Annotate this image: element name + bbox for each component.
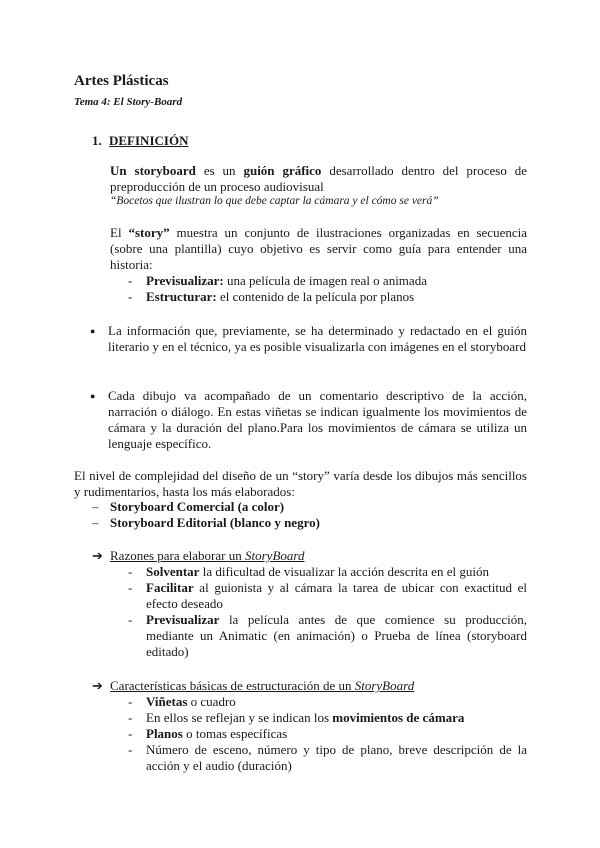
list-item <box>128 289 528 305</box>
story-paragraph <box>110 225 527 273</box>
dash-marker: – <box>92 499 99 514</box>
bullet-item <box>90 388 527 452</box>
item-text: Storyboard Editorial (blanco y negro) <box>110 515 320 530</box>
bullet-marker: ● <box>90 326 96 336</box>
item-bold: Previsualizar <box>146 612 220 627</box>
list-item <box>128 273 528 289</box>
list-item <box>128 742 527 774</box>
intro-mid: es un <box>195 163 244 178</box>
story-list <box>128 273 528 305</box>
dash-marker: - <box>128 726 133 741</box>
list-item <box>128 694 527 710</box>
item-text: la dificultad de visualizar la acción descrita en el guión <box>199 564 489 579</box>
section-number: 1. <box>92 133 102 148</box>
reasons-heading <box>92 548 304 564</box>
item-text: la película antes de que comience su producción, mediante un Animatic (en animación) o Prueba de línea (storyboard editado) <box>146 612 527 659</box>
item-text: o cuadro <box>187 694 236 709</box>
item-bold: Solventar <box>146 564 200 579</box>
dash-marker: - <box>128 612 133 627</box>
dash-marker: – <box>92 515 99 530</box>
arrow-marker: ➔ <box>92 678 103 693</box>
dash-marker: - <box>128 564 133 579</box>
item-text: o tomas específicas <box>182 726 288 741</box>
dash-marker: - <box>128 580 133 595</box>
item-bold: Facilitar <box>146 580 194 595</box>
section-heading <box>92 133 188 149</box>
bullet-text: Cada dibujo va acompañado de un comentario descriptivo de la acción, narración o diálogo. En estas viñetas se indican igualmente los movimientos de cámara y la duración del plano.Para los movimientos de cámara se utiliza un lenguaje específico. <box>108 388 527 451</box>
dash-marker: - <box>128 710 133 725</box>
bullet-text: La información que, previamente, se ha determinado y redactado en el guión literario y en el técnico, ya es posible visualizarla con imágenes en el storyboard <box>108 323 527 354</box>
list-item <box>128 580 527 612</box>
tema-subtitle: Tema 4: El Story-Board <box>74 96 183 108</box>
item-text: al guionista y al cámara la tarea de ubicar con exactitud el efecto deseado <box>146 580 527 611</box>
dash-marker: - <box>128 694 133 709</box>
reasons-title-italic: StoryBoard <box>245 548 305 563</box>
arrow-marker: ➔ <box>92 548 103 563</box>
subject-title: Artes Plásticas <box>74 73 169 89</box>
list-item <box>92 499 512 515</box>
characteristics-title-text: Características básicas de estructuración de un <box>110 678 355 693</box>
item-bold: Viñetas <box>146 694 188 709</box>
story-rest: muestra un conjunto de ilustraciones organizadas en secuencia (sobre una plantilla) cuyo objetivo es servir como guía para entender una historia: <box>110 225 527 272</box>
list-item <box>128 726 527 742</box>
dash-marker: - <box>128 289 133 304</box>
reasons-title <box>110 548 304 563</box>
characteristics-title <box>110 678 414 693</box>
list-item <box>128 564 527 580</box>
intro-paragraph <box>110 163 527 195</box>
bullet-marker: ● <box>90 391 96 401</box>
list-item <box>92 515 512 531</box>
item-text: el contenido de la película por planos <box>216 289 415 304</box>
characteristics-list <box>128 694 527 774</box>
dash-marker: - <box>128 273 133 288</box>
item-bold: Estructurar: <box>146 289 217 304</box>
intro-bold-1: Un storyboard <box>110 163 196 178</box>
item-text: En ellos se reflejan y se indican los <box>146 710 333 725</box>
item-bold: movimientos de cámara <box>332 710 465 725</box>
bullet-item <box>90 323 527 355</box>
dash-marker: - <box>128 742 133 757</box>
item-bold: Previsualizar: <box>146 273 224 288</box>
reasons-title-text: Razones para elaborar un <box>110 548 245 563</box>
story-pre: El <box>110 225 129 240</box>
list-item <box>128 612 527 660</box>
list-item <box>128 710 527 726</box>
complexity-paragraph: El nivel de complejidad del diseño de un “story” varía desde los dibujos más sencillos y rudimentarios, hasta los más elaborados: <box>74 468 527 499</box>
characteristics-heading <box>92 678 414 694</box>
item-text: una película de imagen real o animada <box>223 273 427 288</box>
item-bold: Planos <box>146 726 183 741</box>
item-text: Número de esceno, número y tipo de plano, breve descripción de la acción y el audio (duración) <box>146 742 527 773</box>
intro-bold-2: guión gráfico <box>243 163 322 178</box>
section-title: DEFINICIÓN <box>109 133 189 148</box>
complexity-list <box>92 499 512 531</box>
intro-rest: desarrollado dentro del proceso de preproducción de un proceso audiovisual <box>110 163 527 194</box>
story-bold: “story” <box>128 225 170 240</box>
item-text: Storyboard Comercial (a color) <box>110 499 285 514</box>
reasons-list <box>128 564 527 660</box>
intro-quote: “Bocetos que ilustran lo que debe captar la cámara y el cómo se verá” <box>110 195 439 207</box>
characteristics-title-italic: StoryBoard <box>354 678 415 693</box>
